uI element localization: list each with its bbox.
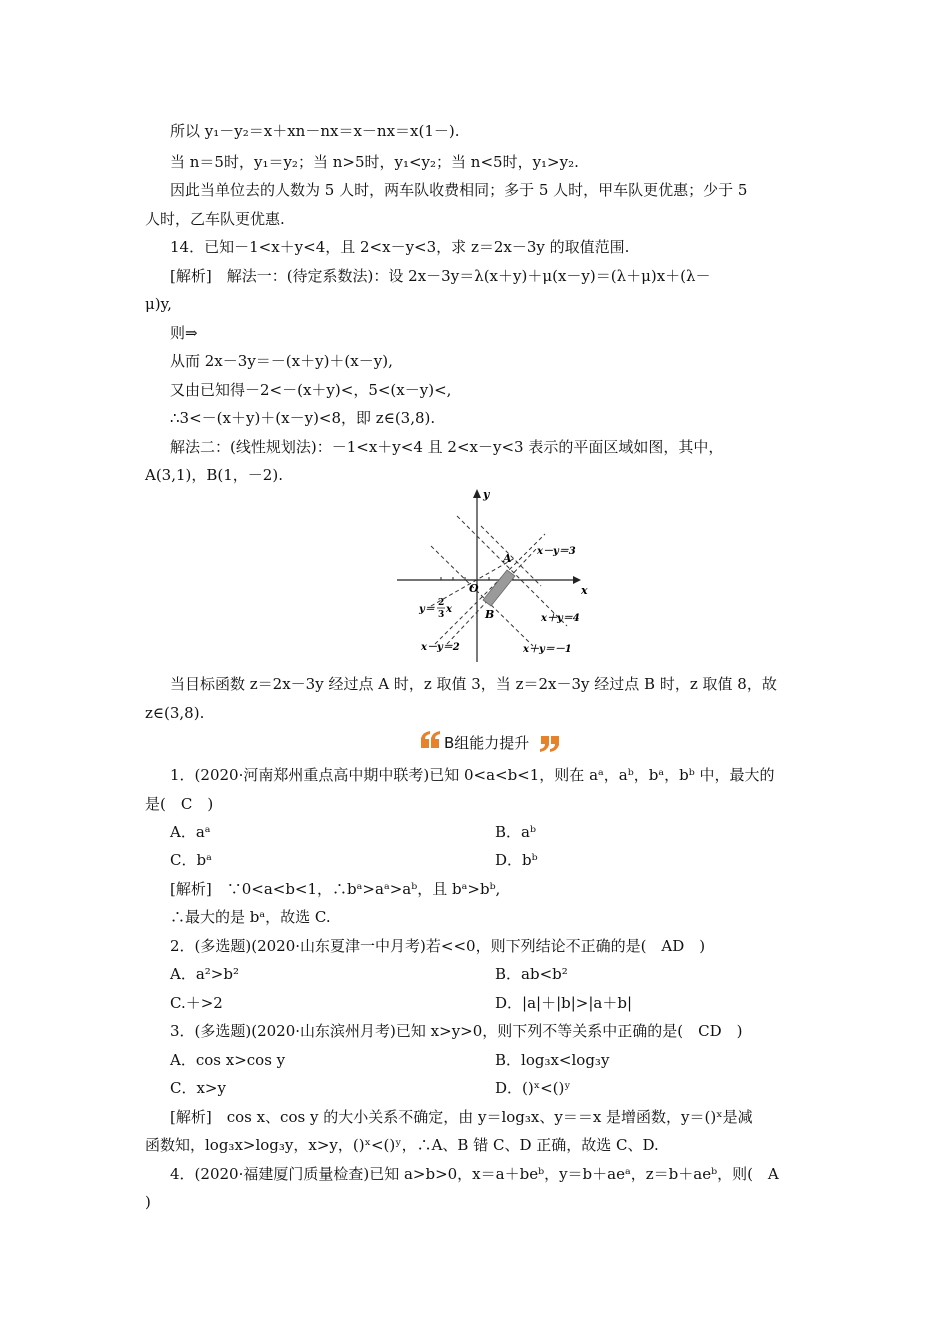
solution-text: ∴最大的是 bᵃ，故选 C. (170, 908, 331, 926)
text-line: z∈(3,8). (145, 704, 205, 722)
option-d: D．()ˣ<()ʸ (495, 1079, 571, 1097)
text-line: 解法二：(线性规划法)：－1<x＋y<4 且 2<x－y<3 表示的平面区域如图，其中， (170, 438, 724, 456)
close-quote-icon (538, 730, 562, 754)
label-fraction-x: x (446, 604, 452, 615)
text-line: 当 n＝5时，y₁＝y₂；当 n>5时，y₁<y₂；当 n<5时，y₁>y₂. (170, 153, 579, 171)
question-3: 3．(多选题)(2020·山东滨州月考)已知 x>y>0，则下列不等关系中正确的是( CD ) (170, 1022, 743, 1040)
question-1: 1．(2020·河南郑州重点高中期中联考)已知 0<a<b<1，则在 aᵃ，aᵇ，bᵃ，bᵇ 中，最大的 (170, 766, 775, 784)
text-line: 人时，乙车队更优惠. (145, 210, 285, 228)
option-a: A．cos x>cos y (170, 1051, 286, 1069)
label-x-axis: x (581, 584, 588, 597)
option-b: B．log₃x<log₃y (495, 1051, 610, 1069)
text-line: 又由已知得－2<－(x＋y)<，5<(x－y)<, (170, 381, 452, 399)
question-4: 4．(2020·福建厦门质量检查)已知 a>b>0，x＝a＋beᵇ，y＝b＋aeᵃ，z＝b＋aeᵇ，则( A (170, 1165, 779, 1183)
label-x-minus-y-3: x－y＝3 (537, 546, 576, 557)
x-axis-arrow-icon (573, 576, 581, 584)
option-c: C.＋>2 (170, 994, 223, 1012)
label-origin: O (469, 582, 479, 595)
option-a: A．a²>b² (170, 965, 239, 983)
option-b: B．aᵇ (495, 823, 536, 841)
option-c: C．x>y (170, 1079, 226, 1097)
option-d: D．bᵇ (495, 851, 538, 869)
line-x-plus-y-minus-1 (431, 546, 533, 646)
question-1-answer: 是( C ) (145, 795, 214, 813)
solution-text: [解析] ∵0<a<b<1，∴bᵃ>aᵃ>aᵇ，且 bᵃ>bᵇ, (170, 880, 501, 898)
option-d: D．|a|＋|b|>|a＋b| (495, 994, 633, 1012)
question-4-answer-end: ) (145, 1193, 151, 1211)
label-fraction-numerator: 2 (438, 598, 445, 608)
text-line: μ)y, (145, 295, 172, 313)
solution-text: [解析] cos x、cos y 的大小关系不确定，由 y＝log₃x、y＝＝x 是增函数，y＝()ˣ是减 (170, 1108, 753, 1126)
problem-14: 14．已知－1<x＋y<4，且 2<x－y<3，求 z＝2x－3y 的取值范围. (170, 238, 630, 256)
text-line: A(3,1)，B(1，－2). (145, 466, 283, 484)
text-line: 所以 y₁－y₂＝x＋xn－nx＝x－nx＝x(1－). (170, 122, 460, 140)
text-line: 则⇒ (170, 324, 198, 342)
y-axis-arrow-icon (473, 489, 481, 498)
line-x-minus-y-3 (435, 534, 545, 644)
solution-text: 函数知，log₃x>log₃y，x>y，()ˣ<()ʸ，∴A、B 错 C、D 正确，故选 C、D. (145, 1136, 659, 1154)
label-y-equals: y＝ (419, 604, 435, 615)
label-point-a: A (503, 552, 512, 565)
text-line: 因此当单位去的人数为 5 人时，两车队收费相同；多于 5 人时，甲车队更优惠；少于 5 (170, 181, 748, 199)
line-x-plus-y-4 (457, 516, 567, 626)
label-x-plus-y-4: x＋y＝4 (541, 613, 580, 624)
section-title: B组能力提升 (444, 734, 530, 752)
question-2: 2．(多选题)(2020·山东夏津一中月考)若<<0，则下列结论不正确的是( AD ) (170, 937, 706, 955)
open-quote-icon (418, 730, 442, 754)
label-fraction-denominator: 3 (438, 610, 445, 620)
solution-text: [解析] 解法一：(待定系数法)：设 2x－3y＝λ(x＋y)＋μ(x－y)＝(λ＋μ)x＋(λ－ (170, 267, 711, 285)
text-line: 当目标函数 z＝2x－3y 经过点 A 时，z 取值 3，当 z＝2x－3y 经过点 B 时，z 取值 8，故 (170, 675, 777, 693)
label-point-b: B (485, 608, 495, 621)
option-b: B．ab<b² (495, 965, 568, 983)
text-line: ∴3<－(x＋y)＋(x－y)<8，即 z∈(3,8). (170, 409, 436, 427)
option-a: A．aᵃ (170, 823, 211, 841)
section-header (418, 730, 568, 758)
label-x-plus-y-minus-1: x＋y＝－1 (523, 644, 572, 655)
option-c: C．bᵃ (170, 851, 212, 869)
feasible-region (483, 570, 515, 606)
label-y-axis: y (483, 488, 490, 501)
figure-svg (395, 486, 595, 664)
linear-programming-figure (395, 486, 595, 664)
text-line: 从而 2x－3y＝－(x＋y)＋(x－y), (170, 352, 393, 370)
label-x-minus-y-2: x－y＝2 (421, 642, 460, 653)
